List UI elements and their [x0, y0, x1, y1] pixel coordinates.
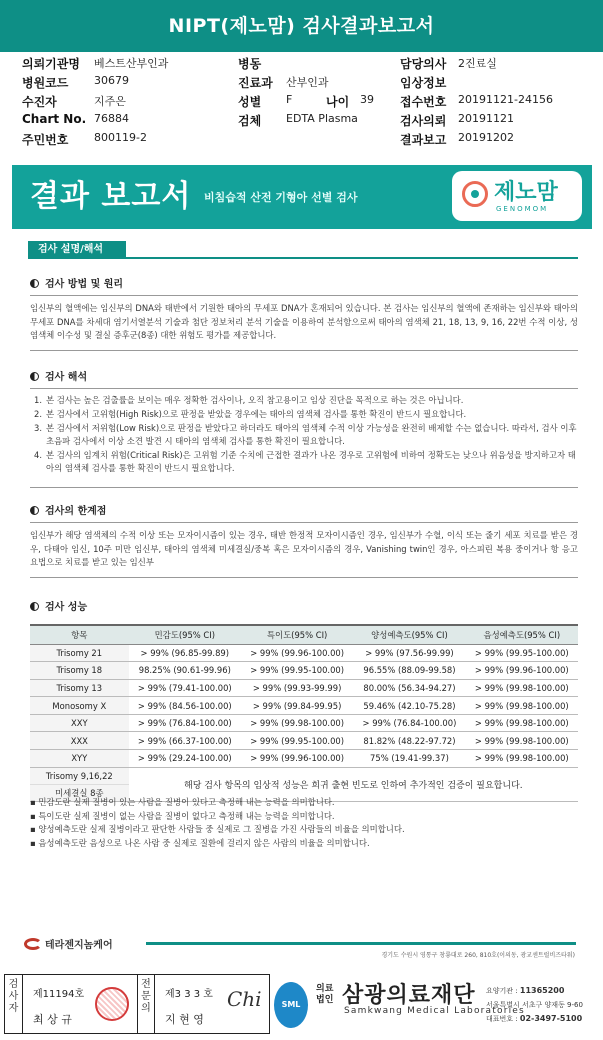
- hospital-value: 베스트산부인과: [94, 57, 169, 70]
- list-item: 4. 본 검사의 임계치 위험(Critical Risk)은 고위험 기준 수치에 근접한 결과가 나온 경우로 고위험에 비하여 정확도는 낮으나 위음성을 방지하고자 태아의 염색체 검사를 통한 확진이 반드시 필요합니다.: [34, 450, 576, 473]
- teragen-logo: 테라젠지놈케어: [24, 936, 113, 951]
- table-cell: > 99% (29.24-100.00): [129, 750, 241, 768]
- table-cell: > 99% (99.98-100.00): [466, 732, 578, 750]
- table-cell: Trisomy 9,16,22: [30, 767, 129, 784]
- table-cell: > 99% (99.84-99.95): [241, 697, 353, 715]
- table-cell: 98.25% (90.61-99.96): [129, 662, 241, 680]
- list-item: 3. 본 검사에서 저위험(Low Risk)으로 판정을 받았다고 하더라도 태아의 염색체 수적 이상 가능성을 완전히 배제할 수는 없습니다. 따라서, 검사 이후 초음파 검사에서 이상 소견 발견 시 태아의 염색체 검사를 통한 확진이 필요합니다.: [34, 423, 577, 446]
- half-circle-icon: [30, 279, 39, 288]
- examiner-label: 검사자: [5, 975, 23, 1033]
- table-cell: Trisomy 18: [30, 662, 129, 680]
- report-value: 20191202: [458, 131, 514, 144]
- performance-note: 해당 검사 항목의 임상적 성능은 희귀 출현 빈도로 인하여 추가적인 검증이 필요합니다.: [129, 767, 578, 802]
- patient-label: 수진자: [22, 95, 57, 109]
- list-item: ▪ 양성예측도란 실제 질병이라고 판단한 사람들 중 실제로 그 질병을 가진 사람들의 비율을 의미합니다.: [30, 824, 405, 834]
- seal-stamp-icon: [95, 987, 129, 1021]
- table-cell: Monosomy X: [30, 697, 129, 715]
- specimen-value: EDTA Plasma: [286, 112, 358, 125]
- ward-label: 병동: [238, 57, 262, 71]
- resident-value: 800119-2: [94, 131, 147, 144]
- genomom-logo-icon: [462, 181, 488, 207]
- table-cell: 59.46% (42.10-75.28): [353, 697, 465, 715]
- request-value: 20191121: [458, 112, 514, 125]
- specialist-label: 전문의: [137, 975, 155, 1033]
- dept-value: 산부인과: [286, 76, 329, 89]
- table-cell: 96.55% (88.09-99.58): [353, 662, 465, 680]
- performance-heading: 검사 성능: [30, 598, 87, 613]
- banner-subtitle: 비침습적 산전 기형아 선별 검사: [204, 191, 358, 204]
- logo-text: 제노맘: [494, 180, 558, 205]
- table-cell: > 99% (76.84-100.00): [129, 714, 241, 732]
- table-row: [30, 697, 578, 715]
- table-row: [30, 767, 578, 784]
- receipt-value: 20191121-24156: [458, 93, 553, 106]
- list-item: ▪ 음성예측도란 음성으로 나온 사람 중 실제로 질환에 걸리지 않은 사람의 비율을 의미합니다.: [30, 837, 370, 848]
- dept-label: 진료과: [238, 76, 273, 90]
- interpretation-heading: 검사 해석: [30, 368, 87, 383]
- table-cell: > 99% (99.96-100.00): [466, 662, 578, 680]
- doctor-value: 2진료실: [458, 57, 497, 70]
- hospital-label: 의뢰기관명: [22, 57, 80, 71]
- examiner-number: 제11194호: [33, 989, 85, 1000]
- doctor-label: 담당의사: [400, 57, 447, 71]
- column-header: 민감도(95% CI): [129, 625, 241, 644]
- table-row: [30, 732, 578, 750]
- table-row: [30, 750, 578, 768]
- half-circle-icon: [30, 372, 39, 381]
- table-cell: 미세결실 8종: [30, 784, 129, 802]
- table-cell: > 99% (84.56-100.00): [129, 697, 241, 715]
- sml-contact: 요양기관 : 11365200 서울특별시 서초구 양재동 9-60 대표번호 : 02-3497-5100: [486, 986, 583, 1023]
- table-cell: > 99% (76.84-100.00): [353, 714, 465, 732]
- age-value: 39: [360, 93, 374, 106]
- sex-label: 성별: [238, 95, 262, 109]
- result-banner: [12, 165, 592, 229]
- limits-text: 임신부가 해당 염색체의 수적 이상 또는 모자이시즘이 있는 경우, 태반 한정적 모자이시즘인 경우, 임신부가 수혈, 이식 또는 줄기 세포 치료를 받은 경우, 다태아 임신, 10주 미만 임신부, 태아의 염색체 미세결실/중복 혹은 모자이시즘의 경우, Vanishing twin인 경우, 아스피린 복용 중이거나 항 응고 요법으로 치료를 받고 있는 임신부: [30, 530, 578, 567]
- request-label: 검사의뢰: [400, 114, 447, 128]
- patient-info: [0, 52, 603, 150]
- teragen-logo-icon: [24, 938, 42, 950]
- table-cell: > 99% (79.41-100.00): [129, 679, 241, 697]
- table-cell: > 99% (99.95-100.00): [241, 662, 353, 680]
- table-cell: > 99% (99.95-100.00): [241, 732, 353, 750]
- table-cell: > 99% (97.56-99.99): [353, 644, 465, 662]
- list-item: 2. 본 검사에서 고위험(High Risk)으로 판정을 받았을 경우에는 태아의 염색체 검사를 통한 확진이 반드시 필요합니다.: [34, 409, 467, 419]
- table-cell: > 99% (99.93-99.99): [241, 679, 353, 697]
- age-label: 나이: [326, 95, 350, 109]
- interpretation-list: [30, 394, 578, 476]
- code-label: 병원코드: [22, 76, 69, 90]
- table-cell: > 99% (99.96-100.00): [241, 644, 353, 662]
- clinical-label: 임상정보: [400, 76, 447, 90]
- definitions: [30, 796, 578, 850]
- table-cell: > 99% (96.85-99.89): [129, 644, 241, 662]
- examiner-name: 최 상 규: [33, 1013, 72, 1026]
- table-cell: > 99% (99.98-100.00): [466, 714, 578, 732]
- column-header: 양성예측도(95% CI): [353, 625, 465, 644]
- report-label: 결과보고: [400, 133, 447, 147]
- limits-heading: 검사의 한계점: [30, 502, 106, 517]
- half-circle-icon: [30, 602, 39, 611]
- specimen-label: 검체: [238, 114, 262, 128]
- footer-divider: [146, 942, 576, 945]
- resident-label: 주민번호: [22, 133, 69, 147]
- list-item: ▪ 민감도란 실제 질병이 있는 사람을 질병이 있다고 측정해 내는 능력을 의미합니다.: [30, 797, 335, 807]
- table-cell: > 99% (99.96-100.00): [241, 750, 353, 768]
- patient-value: 지주은: [94, 95, 126, 108]
- list-item: ▪ 특이도란 실제 질병이 없는 사람을 질병이 없다고 측정해 내는 능력을 의미합니다.: [30, 810, 335, 821]
- sml-logo-icon: SML: [274, 982, 308, 1028]
- table-cell: 81.82% (48.22-97.72): [353, 732, 465, 750]
- performance-table: [30, 624, 578, 802]
- table-cell: > 99% (99.98-100.00): [466, 750, 578, 768]
- table-cell: 75% (19.41-99.37): [353, 750, 465, 768]
- table-cell: > 99% (99.98-100.00): [466, 697, 578, 715]
- sml-english-name: Samkwang Medical Laboratories: [344, 1006, 525, 1016]
- column-header: 특이도(95% CI): [241, 625, 353, 644]
- chart-value: 76884: [94, 112, 129, 125]
- table-row: [30, 644, 578, 662]
- address: 경기도 수원시 영통구 창룡대로 260, 810호(이의동, 광교센트럴비즈타워): [381, 952, 575, 959]
- half-circle-icon: [30, 506, 39, 515]
- table-row: [30, 714, 578, 732]
- logo-subtext: GENOMOM: [496, 205, 549, 213]
- sml-name: 삼광의료재단: [342, 983, 476, 1008]
- table-cell: > 99% (99.98-100.00): [466, 679, 578, 697]
- table-row: [30, 662, 578, 680]
- table-cell: > 99% (99.95-100.00): [466, 644, 578, 662]
- method-heading: 검사 방법 및 원리: [30, 275, 123, 290]
- section-tab: 검사 설명/해석: [28, 241, 126, 258]
- code-value: 30679: [94, 74, 129, 87]
- table-cell: 80.00% (56.34-94.27): [353, 679, 465, 697]
- sml-corp-label: 의료 법인: [316, 984, 334, 1005]
- table-cell: XXX: [30, 732, 129, 750]
- table-cell: Trisomy 13: [30, 679, 129, 697]
- table-cell: XXY: [30, 714, 129, 732]
- table-cell: > 99% (99.98-100.00): [241, 714, 353, 732]
- table-row: [30, 679, 578, 697]
- table-cell: XYY: [30, 750, 129, 768]
- receipt-label: 접수번호: [400, 95, 447, 109]
- banner-title: 결과 보고서: [30, 179, 192, 214]
- chart-label: Chart No.: [22, 112, 87, 126]
- section-divider: [28, 257, 578, 259]
- genomom-logo: [452, 171, 582, 221]
- column-header: 음성예측도(95% CI): [466, 625, 578, 644]
- column-header: 항목: [30, 625, 129, 644]
- report-title: NIPT(제노맘) 검사결과보고서: [0, 0, 603, 52]
- handwritten-signature: Chi: [227, 987, 262, 1011]
- table-cell: > 99% (66.37-100.00): [129, 732, 241, 750]
- sex-value: F: [286, 93, 293, 106]
- method-text: 임신부의 혈액에는 임신부의 DNA와 태반에서 기원한 태아의 무세포 DNA가 혼재되어 있습니다. 본 검사는 임신부의 혈액에 존재하는 임신부와 태아의 무세포 DNA를 차세대 염기서열분석 기술과 첨단 정보처리 분석 기술을 이용하여 분석함으로써 태아의 염색체 21, 18, 13, 9, 16, 22번 수적 이상, 성염색체 이수성 및 결실 증후군(8종) 대한 위험도 평가를 제공합니다.: [30, 303, 578, 340]
- signature-box: [4, 974, 270, 1034]
- specialist-number: 제3 3 3 호: [165, 989, 213, 1000]
- table-header-row: [30, 625, 578, 644]
- list-item: 1. 본 검사는 높은 검출률을 보이는 매우 정확한 검사이나, 오직 참고용이고 임상 진단을 목적으로 하는 것은 아닙니다.: [34, 395, 464, 405]
- specialist-name: 지 현 영: [165, 1013, 204, 1026]
- table-cell: Trisomy 21: [30, 644, 129, 662]
